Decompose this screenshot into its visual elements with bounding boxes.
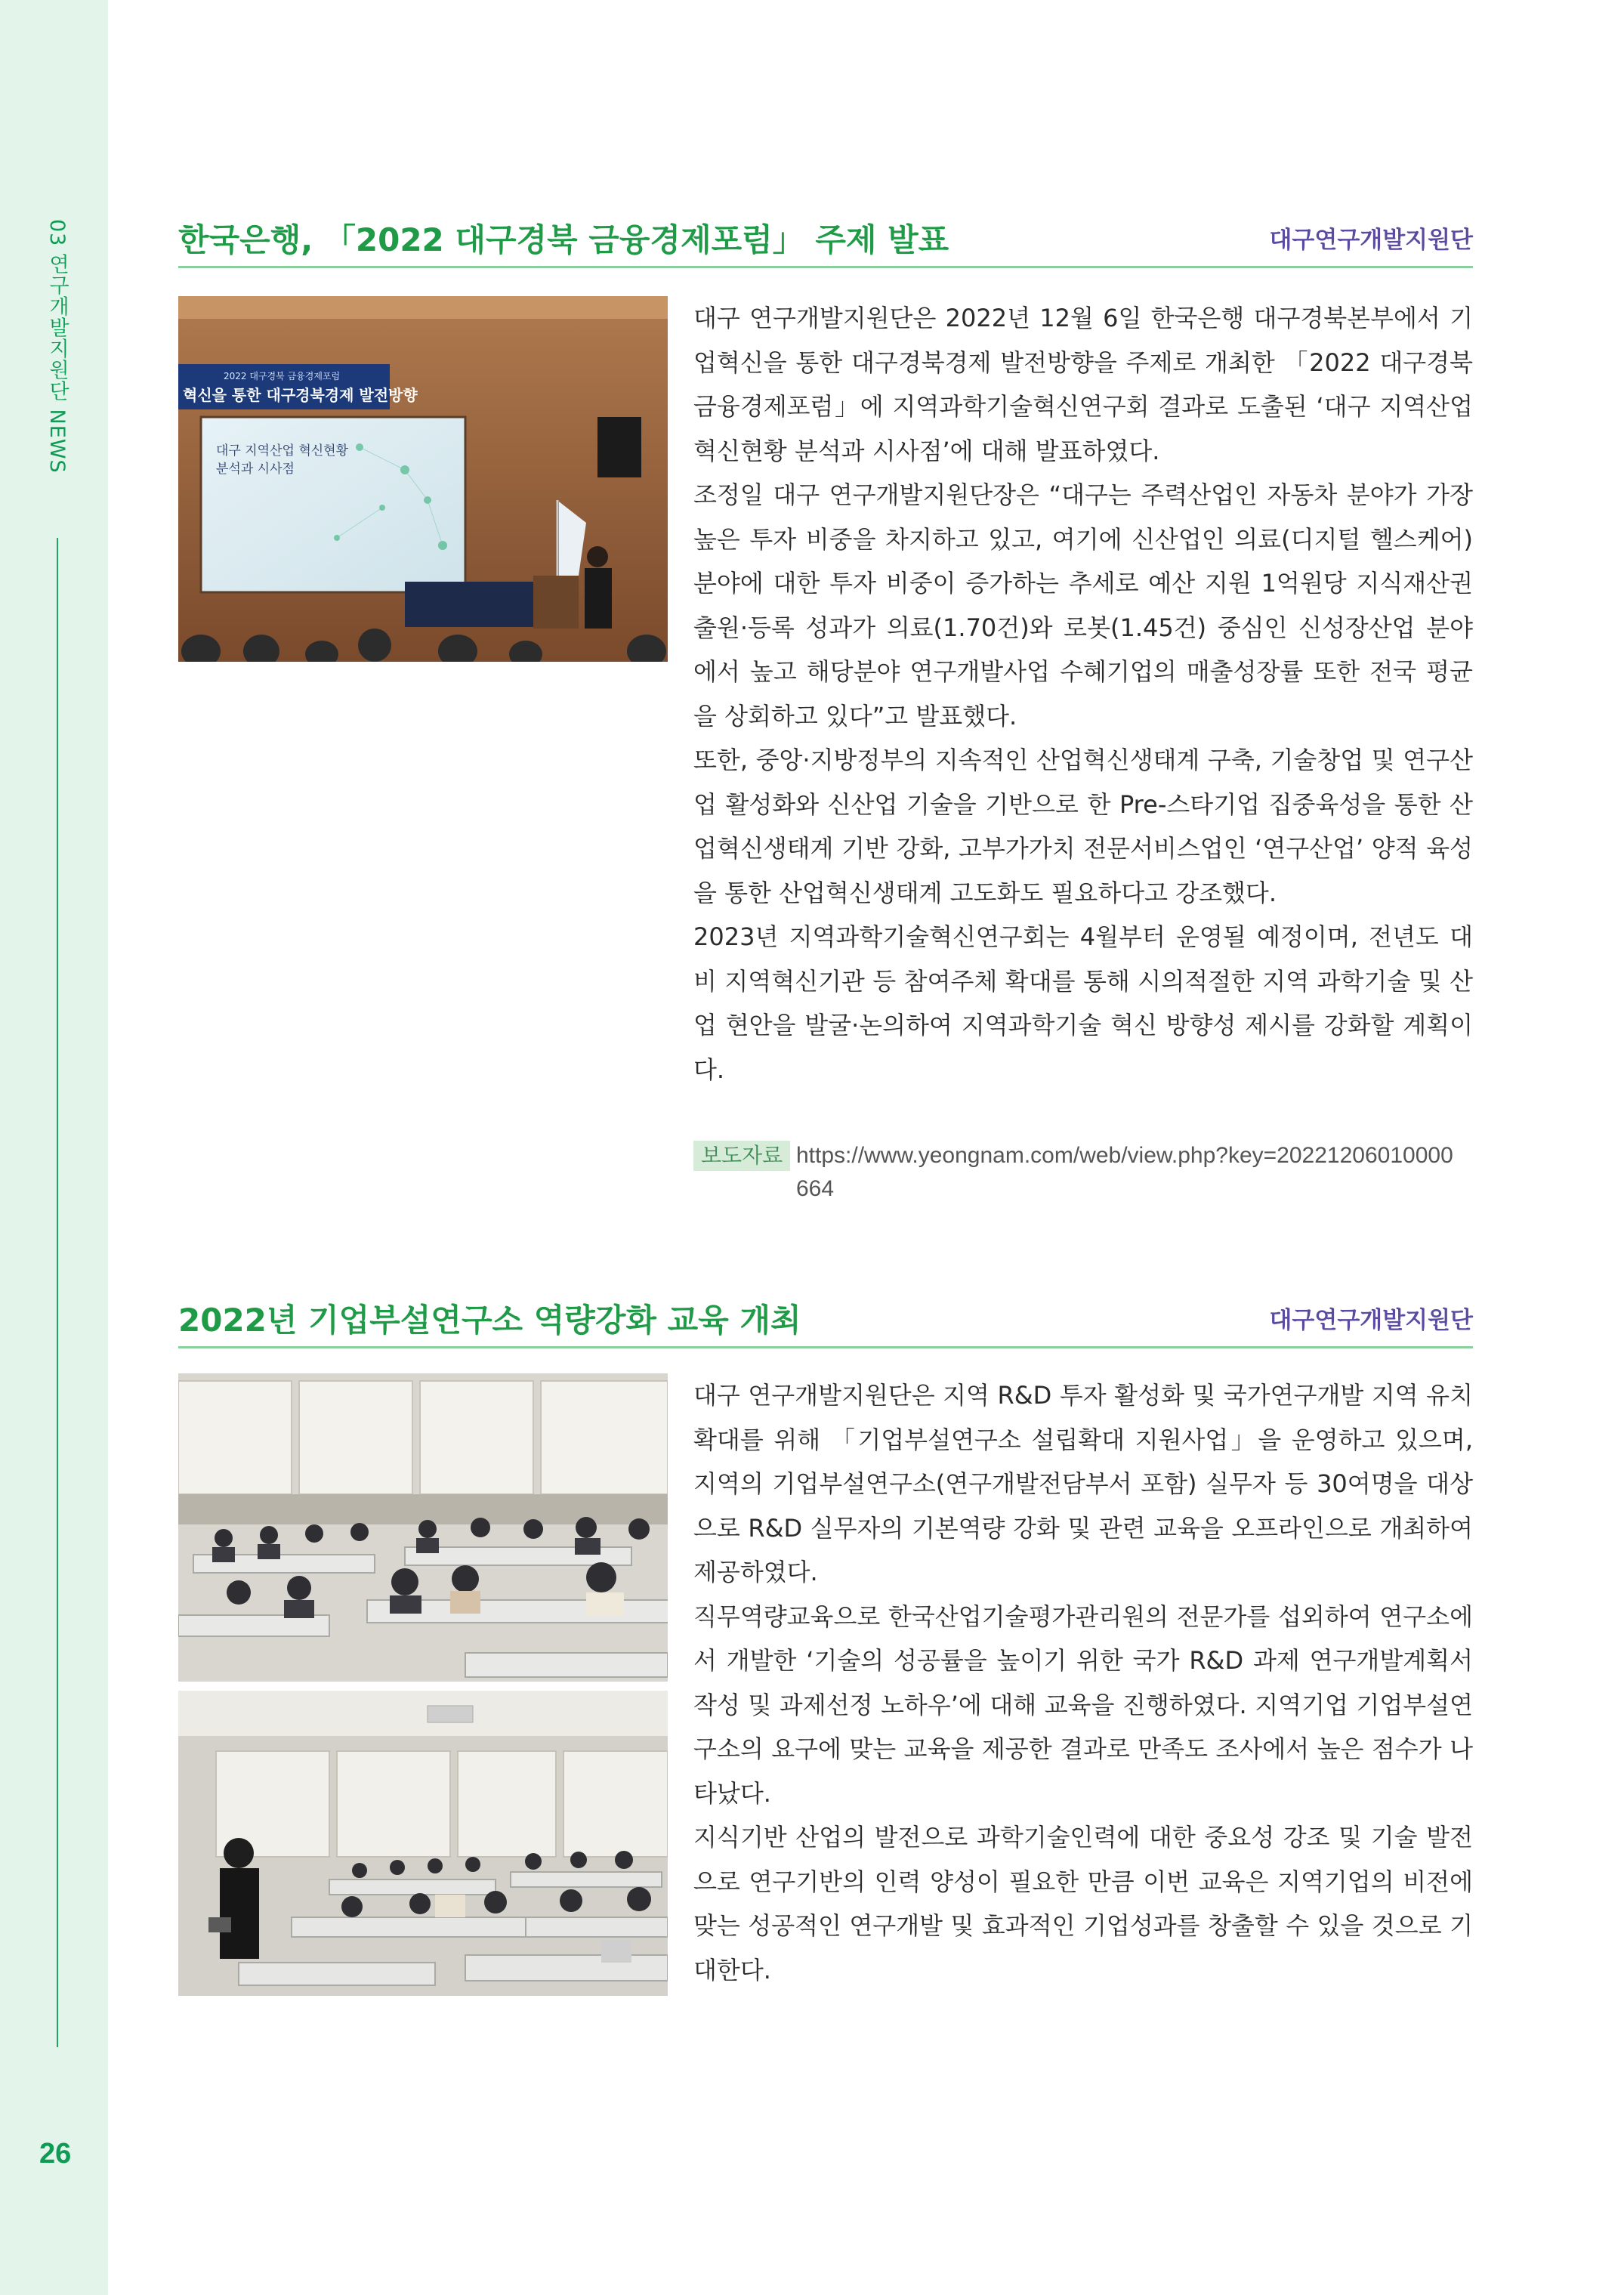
article2-rule [178, 1346, 1473, 1348]
slide-title: 대구 지역산업 혁신현황 [216, 443, 349, 459]
article2-title: 2022년 기업부설연구소 역량강화 교육 개최 [178, 1302, 801, 1339]
article1-paragraph: 대구 연구개발지원단은 2022년 12월 6일 한국은행 대구경북본부에서 기업혁신을 통한 대구경북경제 발전방향을 주제로 개최한 「2022 대구경북 금융경제포럼」에 지역과학기술혁신연구회 결과로 도출된 ‘대구 지역산업 혁신현황 분석과 시사점’에 대해 발표하였다. [693, 304, 1473, 465]
article1-paragraph: 2023년 지역과학기술혁신연구회는 4월부터 운영될 예정이며, 전년도 대비 지역혁신기관 등 참여주체 확대를 통해 시의적절한 지역 과학기술 및 산업 현안을 발굴·논의하여 지역과학기술 혁신 방향성 제시를 강화할 계획이다. [693, 922, 1473, 1084]
side-divider [57, 538, 58, 2047]
slide-subtitle: 분석과 시사점 [216, 462, 295, 477]
training-photo-1 [178, 1373, 668, 1682]
section-label: 03 연구개발지원단 NEWS [45, 219, 69, 474]
article2-paragraph: 지식기반 산업의 발전으로 과학기술인력에 대한 중요성 강조 및 기술 발전으로 연구기반의 인력 양성이 필요한 만큼 이번 교육은 지역기업의 비전에 맞는 성공적인 연구개발 및 효과적인 기업성과를 창출할 수 있을 것으로 기대한다. [693, 1823, 1473, 1985]
article2-paragraph: 직무역량교육으로 한국산업기술평가관리원의 전문가를 섭외하여 연구소에서 개발한 ‘기술의 성공률을 높이기 위한 국가 R&D 과제 연구개발계획서 작성 및 과제선정 노하우’에 대해 교육을 진행하였다. 지역기업 기업부설연구소의 요구에 맞는 교육을 제공한 결과로 만족도 조사에서 높은 점수가 나타났다. [693, 1602, 1473, 1808]
banner-line1: 2022 대구경북 금융경제포럼 [224, 371, 341, 381]
article2-paragraph: 대구 연구개발지원단은 지역 R&D 투자 활성화 및 국가연구개발 지역 유치 확대를 위해 「기업부설연구소 설립확대 지원사업」을 운영하고 있으며, 지역의 기업부설연구소(연구개발전담부서 포함) 실무자 등 30여명을 대상으로 R&D 실무자의 기본역량 강화 및 관련 교육을 오프라인으로 개최하여 제공하였다. [693, 1381, 1473, 1586]
article1-org: 대구연구개발지원단 [1269, 227, 1473, 254]
article1-body [693, 296, 1473, 1092]
press-tag: 보도자료 [693, 1141, 790, 1171]
banner-line2: 혁신을 통한 대구경북경제 발전방향 [183, 386, 418, 404]
article1-paragraph: 조정일 대구 연구개발지원단장은 “대구는 주력산업인 자동차 분야가 가장 높은 투자 비중을 차지하고 있고, 여기에 신산업인 의료(디지털 헬스케어) 분야에 대한 투자 비중이 증가하는 추세로 예산 지원 1억원당 지식재산권 출원·등록 성과가 의료(1.70건)와 로봇(1.45건) 중심인 신성장산업 분야에서 높고 해당분야 연구개발사업 수혜기업의 매출성장률 또한 전국 평균을 상회하고 있다”고 발표했다. [693, 480, 1473, 731]
article1-paragraph: 또한, 중앙·지방정부의 지속적인 산업혁신생태계 구축, 기술창업 및 연구산업 활성화와 신산업 기술을 기반으로 한 Pre-스타기업 집중육성을 통한 산업혁신생태계 기반 강화, 고부가가치 전문서비스업인 ‘연구산업’ 양적 육성을 통한 산업혁신생태계 고도화도 필요하다고 강조했다. [693, 746, 1473, 907]
press-url[interactable]: https://www.yeongnam.com/web/view.php?key=20221206010000664 [796, 1143, 1453, 1201]
forum-photo [178, 296, 668, 662]
article1-title: 한국은행, 「2022 대구경북 금융경제포럼」 주제 발표 [178, 221, 949, 258]
page-number: 26 [39, 2138, 72, 2170]
article2-org: 대구연구개발지원단 [1269, 1307, 1473, 1334]
article2-body [693, 1373, 1473, 1992]
training-photo-2 [178, 1691, 668, 1996]
article1-rule [178, 266, 1473, 268]
